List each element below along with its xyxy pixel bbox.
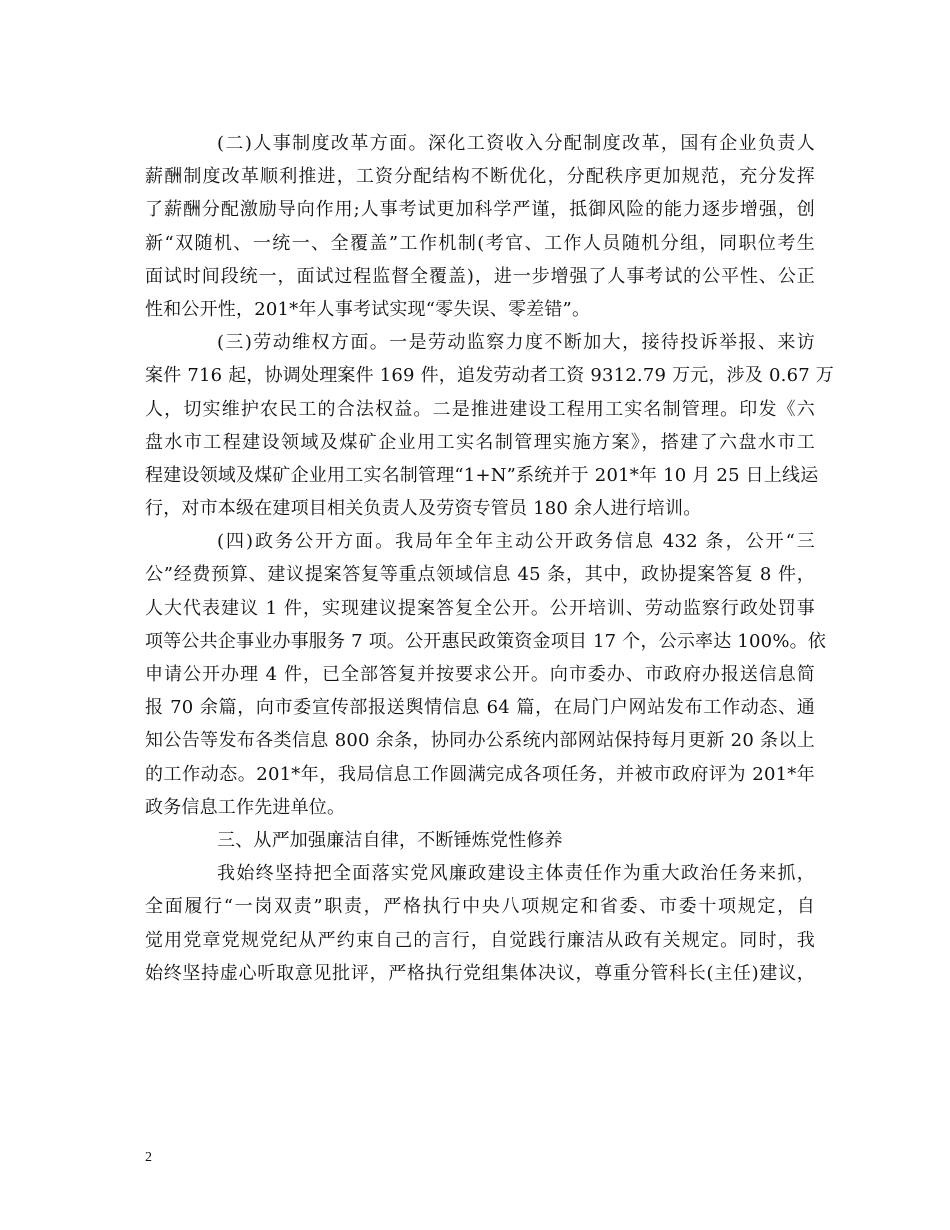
paragraph-line: 知公告等发布各类信息 800 余条，协同办公系统内部网站保持每月更新 20 条以上 — [145, 730, 815, 752]
page-number: 2 — [145, 1150, 152, 1165]
paragraph-line: 我始终坚持把全面落实党风廉政建设主体责任作为重大政治任务来抓， — [217, 863, 815, 885]
document-body — [145, 127, 834, 990]
paragraph-line: 了薪酬分配激励导向作用;人事考试更加科学严谨，抵御风险的能力逐步增强，创 — [145, 199, 815, 221]
paragraph-line: 盘水市工程建设领域及煤矿企业用工实名制管理实施方案》，搭建了六盘水市工 — [145, 431, 815, 453]
paragraph-line: (四)政务公开方面。我局年全年主动公开政务信息 432 条，公开“三 — [217, 531, 815, 553]
paragraph-line: 全面履行“一岗双责”职责，严格执行中央八项规定和省委、市委十项规定，自 — [145, 896, 815, 918]
paragraph-line: (二)人事制度改革方面。深化工资收入分配制度改革，国有企业负责人 — [217, 133, 815, 154]
paragraph-line: 人大代表建议 1 件，实现建议提案答复全公开。公开培训、劳动监察行政处罚事 — [145, 597, 815, 619]
paragraph-line: 行，对市本级在建项目相关负责人及劳资专管员 180 余人进行培训。 — [145, 498, 702, 520]
paragraph-line: 程建设领域及煤矿企业用工实名制管理“1+N”系统并于 201*年 10 月 25 日上线运 — [145, 464, 819, 486]
paragraph-line: (三)劳动维权方面。一是劳动监察力度不断加大，接待投诉举报、来访 — [217, 332, 815, 354]
paragraph-line: 政务信息工作先进单位。 — [145, 796, 346, 818]
paragraph-line: 人，切实维护农民工的合法权益。二是推进建设工程用工实名制管理。印发《六 — [145, 398, 815, 420]
paragraph-line: 始终坚持虚心听取意见批评，严格执行党组集体决议，尊重分管科长(主任)建议， — [145, 962, 815, 984]
paragraph-line: 申请公开办理 4 件，已全部答复并按要求公开。向市委办、市政府办报送信息简 — [145, 664, 815, 685]
paragraph-line: 的工作动态。201*年，我局信息工作圆满完成各项任务，并被市政府评为 201*年 — [145, 763, 815, 785]
paragraph-line: 新“双随机、一统一、全覆盖”工作机制(考官、工作人员随机分组，同职位考生 — [145, 232, 815, 254]
paragraph-line: 报 70 余篇，向市委宣传部报送舆情信息 64 篇，在局门户网站发布工作动态、通 — [145, 697, 815, 719]
paragraph-line: 薪酬制度改革顺利推进，工资分配结构不断优化，分配秩序更加规范，充分发挥 — [145, 166, 815, 188]
paragraph-line: 案件 716 起，协调处理案件 169 件，追发劳动者工资 9312.79 万元，涉及 0.67 万 — [145, 365, 834, 387]
paragraph-line: 觉用党章党规党纪从严约束自己的言行，自觉践行廉洁从政有关规定。同时，我 — [145, 929, 815, 951]
paragraph-line: 项等公共企事业办事服务 7 项。公开惠民政策资金项目 17 个，公示率达 100%。依 — [145, 630, 827, 652]
paragraph-line: 面试时间段统一，面试过程监督全覆盖)，进一步增强了人事考试的公平性、公正 — [145, 265, 815, 287]
paragraph-line: 性和公开性，201*年人事考试实现“零失误、零差错”。 — [145, 298, 591, 320]
paragraph-line: 公”经费预算、建议提案答复等重点领域信息 45 条，其中，政协提案答复 8 件， — [145, 564, 815, 586]
section-heading: 三、从严加强廉洁自律，不断锤炼党性修养 — [217, 829, 563, 851]
